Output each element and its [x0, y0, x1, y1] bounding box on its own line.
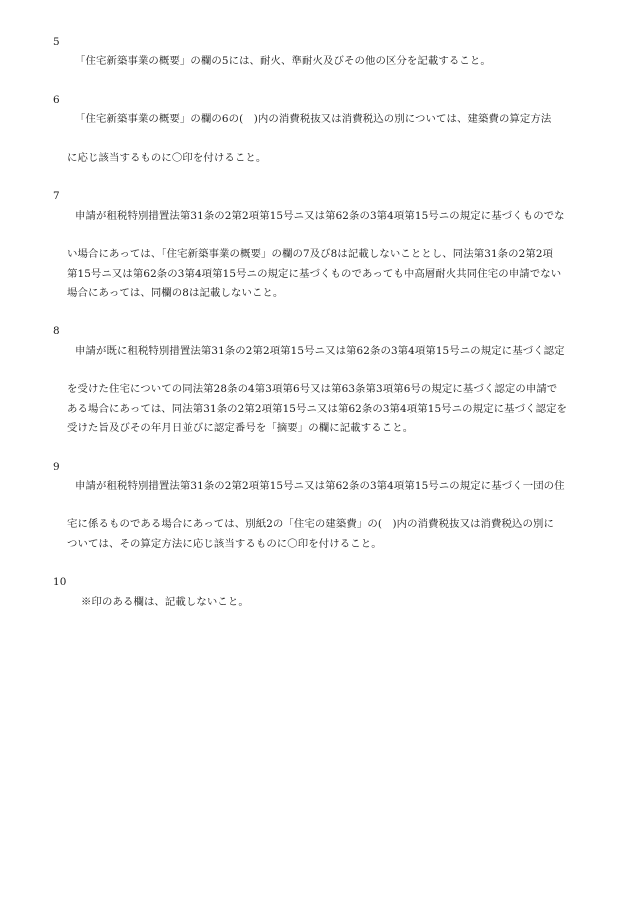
note-text	[67, 187, 601, 322]
note-first-line: 「住宅新築事業の概要」の欄の6の( )内の消費税抜又は消費税込の別については、建築費の算定方法	[75, 113, 552, 126]
note-first-line: 申請が租税特別措置法第31条の2第2項第15号ニ又は第62条の3第4項第15号ニの規定に基づくものでな	[75, 209, 565, 222]
note-text	[81, 573, 601, 631]
note-number: 9	[53, 460, 60, 473]
note-continuation: い場合にあっては、「住宅新築事業の概要」の欄の7及び8は記載しないこととし、同法第31条の2第2項 第15号ニ又は第62条の3第4項第15号ニの規定に基づくものであっても中高層耐火共同住宅の申請でない 場合にあっては、同欄の8は記載しないこと。	[67, 248, 562, 299]
note-first-line: 申請が租税特別措置法第31条の2第2項第15号ニ又は第62条の3第4項第15号ニの規定に基づく一団の住	[75, 479, 565, 492]
note-first-line: 申請が既に租税特別措置法第31条の2第2項第15号ニ又は第62条の3第4項第15号ニの規定に基づく認定	[75, 344, 565, 357]
note-number: 7	[53, 190, 60, 203]
notes-list	[53, 33, 601, 631]
note-continuation: を受けた住宅についての同法第28条の4第3項第6号又は第63条第3項第6号の規定に基づく認定の申請で ある場合にあっては、同法第31条の2第2項第15号ニ又は第62条の3第4項第15号ニの規定に基づく認定を 受けた旨及びその年月日並びに認定番号を「摘要」の欄に記載すること。	[67, 383, 568, 434]
note-number: 5	[53, 36, 60, 48]
note-first-line: 「住宅新築事業の概要」の欄の5には、耐火、準耐火及びその他の区分を記載すること。	[75, 55, 491, 68]
note-continuation: に応じ該当するものに〇印を付けること。	[67, 151, 267, 164]
note-number: 8	[53, 325, 60, 338]
note-item-7	[53, 187, 601, 322]
note-text	[67, 458, 601, 574]
note-number: 10	[53, 576, 67, 589]
note-item-9	[53, 458, 601, 574]
note-item-10	[53, 573, 601, 631]
note-text	[67, 322, 601, 457]
note-item-5	[53, 33, 601, 91]
note-item-6	[53, 91, 601, 187]
note-number: 6	[53, 93, 60, 106]
note-continuation: 宅に係るものである場合にあっては、別紙2の「住宅の建築費」の( )内の消費税抜又は消費税込の別に ついては、その算定方法に応じ該当するものに〇印を付けること。	[67, 518, 554, 550]
note-text	[67, 91, 601, 187]
note-item-8	[53, 322, 601, 457]
note-text	[75, 33, 601, 91]
note-first-line: ※印のある欄は、記載しないこと。	[81, 595, 249, 608]
